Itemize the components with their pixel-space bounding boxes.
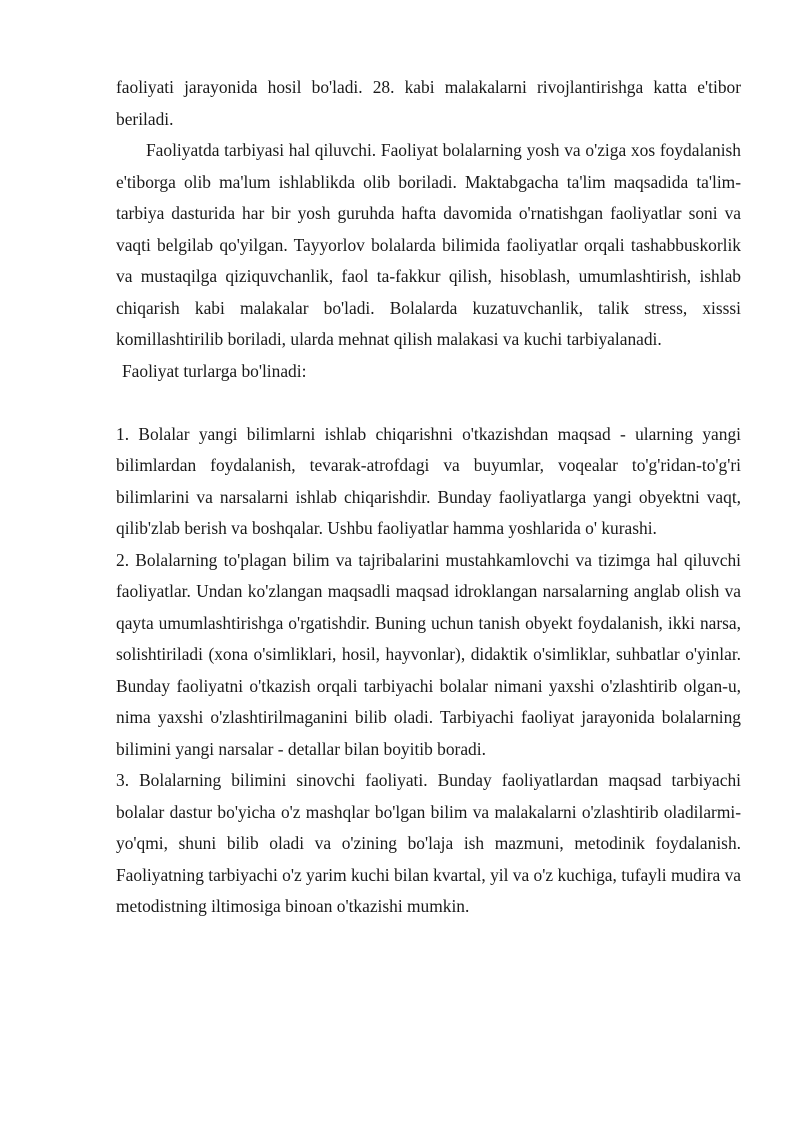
paragraph-faoliyatda-tarbiyasi: Faoliyatda tarbiyasi hal qiluvchi. Faoliyat bolalarning yosh va o'ziga xos foydalanish e'tiborga olib ma'lum ishlablikda olib boriladi. Maktabgacha ta'lim maqsadida ta'lim-tarbiya dasturida har bir yosh guruhda hafta davomida o'rnatishgan faoliyatlar soni va vaqti belgilab qo'yilgan. Tayyorlov bolalarda bilimida faoliyatlar orqali tashabbuskorlik va mustaqilga qiziquvchanlik, faol ta-fakkur qilish, hisoblash, umumlashtirish, ishlab chiqarish kabi malakalar bo'ladi. Bolalarda kuzatuvchanlik, talik stress, xisssi komillashtirilib boriladi, ularda mehnat qilish malakasi va kuchi tarbiyalanadi. [116,140,741,349]
list-item-2: 2. Bolalarning to'plagan bilim va tajribalarini mustahkamlovchi va tizimga hal qiluvchi faoliyatlar. Undan ko'zlangan maqsadli maqsad idroklangan narsalarning anglab olish va qayta umumlashtirishga o'rgatishdir. Buning uchun tanish obyekt foydalanish, ikki narsa, solishtiriladi (xona o'simliklari, hosil, hayvonlar), didaktik o'simliklar, suhbatlar o'yinlar. Bunday faoliyatni o'tkazish orqali tarbiyachi bolalar nimani yaxshi o'zlashtirib olgan-u, nima yaxshi o'zlashtirilmaganini bilib oladi. Tarbiyachi faoliyat jarayonida bolalarning bilimini yangi narsalar - detallar bilan boyitib boradi. [116,549,741,759]
list-item-1: 1. Bolalar yangi bilimlarni ishlab chiqarishni o'tkazishdan maqsad - ularning yangi bilimlardan foydalanish, tevarak-atrofdagi va buyumlar, voqealar to'g'ridan-to'g'ri bilimlarini va narsalarni ishlab chiqarishdir. Bunday faoliyatlarga yangi obyektni vaqt, qilib'zlab berish va boshqalar. Ushbu faoliyatlar hamma yoshlarida o' kurashi. [116,423,741,538]
document-body [116,72,741,923]
blank-line [116,387,741,419]
paragraph-faoliyat-turlari-heading: Faoliyat turlarga bo'linadi: [122,360,307,381]
list-item-3: 3. Bolalarning bilimini sinovchi faoliyati. Bunday faoliyatlardan maqsad tarbiyachi bolalar dastur bo'yicha o'z mashqlar bo'lgan bilim va malakalarni o'zlashtirib oladilarmi-yo'qmi, shuni bilib oladi va o'zining bo'laja ish mazmuni, metodinik foydalanish. Faoliyatning tarbiyachi o'z yarim kuchi bilan kvartal, yil va o'z kuchiga, tufayli mudira va metodistning iltimosiga binoan o'tkazishi mumkin. [116,770,741,916]
paragraph-continuation: faoliyati jarayonida hosil bo'ladi. 28. kabi malakalarni rivojlantirishga katta e'tibor beriladi. [116,77,741,129]
